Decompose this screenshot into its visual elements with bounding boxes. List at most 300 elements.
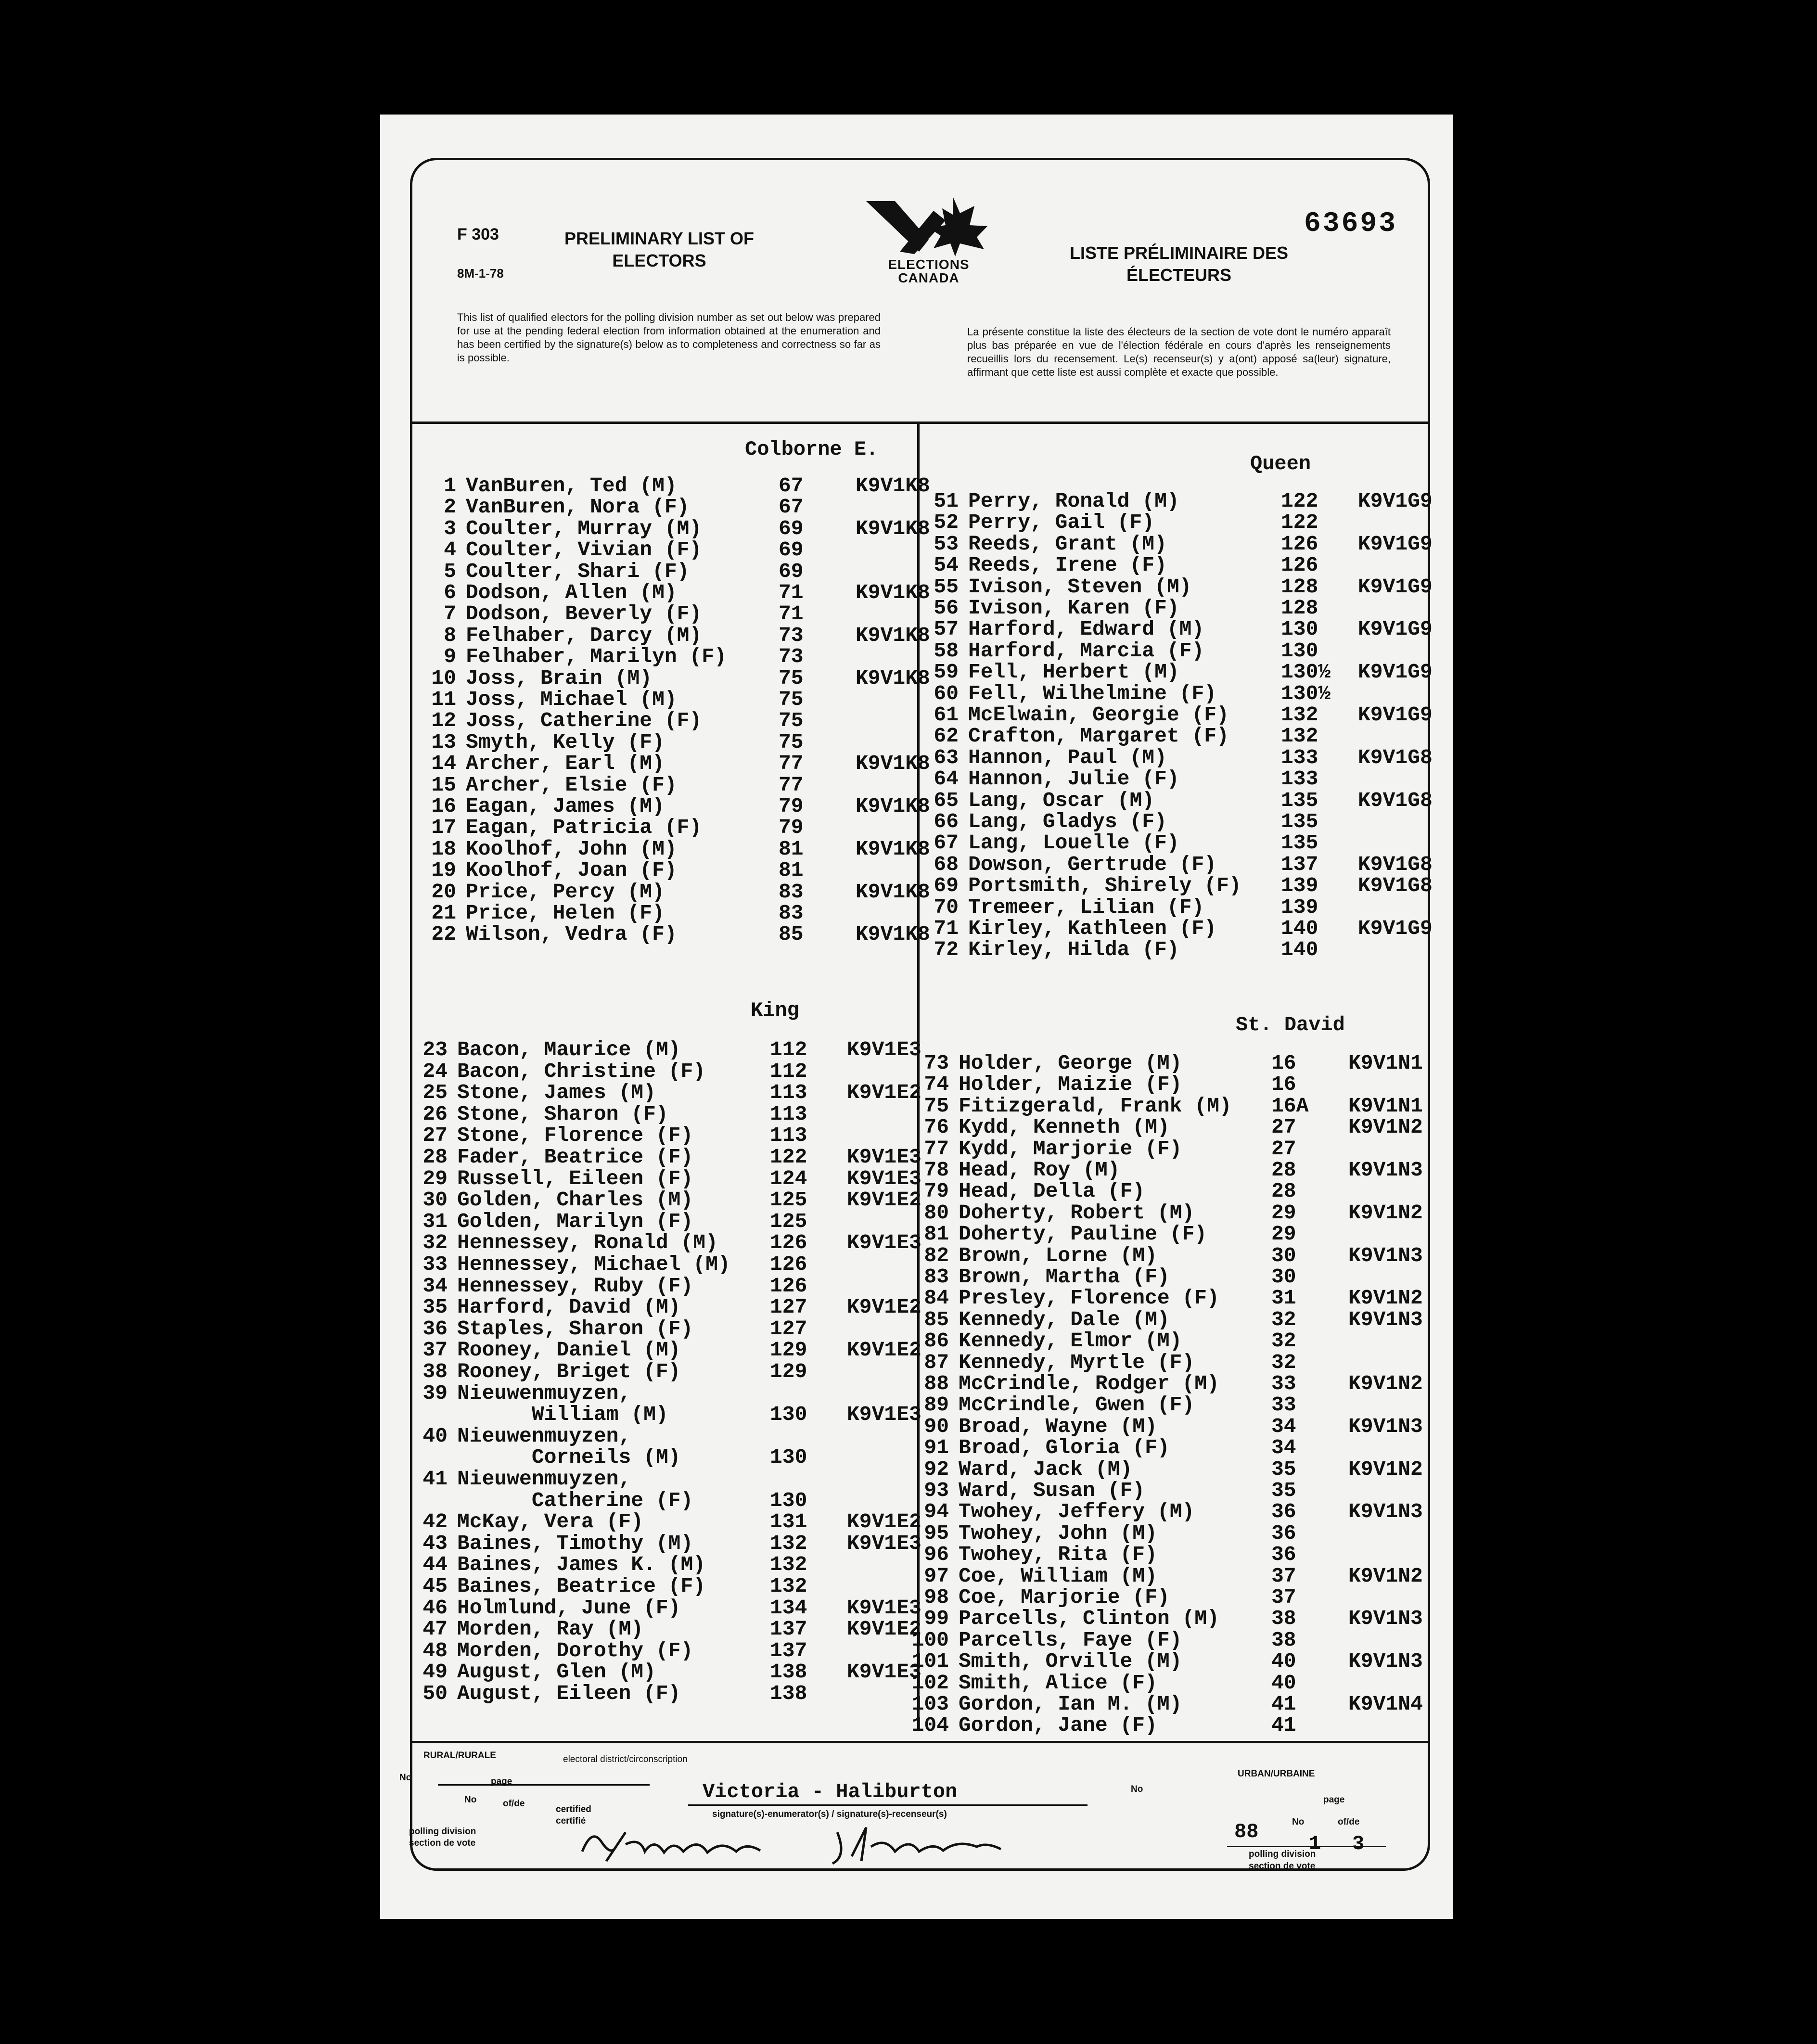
street-number: 131 bbox=[770, 1510, 807, 1534]
postal-code: K9V1E2 bbox=[847, 1188, 921, 1212]
elector-number: 52 bbox=[934, 511, 959, 535]
elector-name: Twohey, Jeffery (M) bbox=[959, 1500, 1195, 1524]
street-number: 32 bbox=[1271, 1350, 1296, 1374]
page-number: 1 bbox=[1309, 1832, 1321, 1855]
street-number: 75 bbox=[779, 666, 804, 690]
elector-number: 104 bbox=[911, 1713, 949, 1737]
street-number: 77 bbox=[779, 752, 804, 776]
elector-name: Baines, Timothy (M) bbox=[457, 1531, 693, 1555]
street-number: 79 bbox=[779, 794, 804, 818]
street-number: 36 bbox=[1271, 1500, 1296, 1524]
elector-name: Fitizgerald, Frank (M) bbox=[959, 1094, 1232, 1118]
elector-number: 53 bbox=[934, 532, 959, 556]
elector-name: Doherty, Robert (M) bbox=[959, 1201, 1195, 1225]
postal-code: K9V1N3 bbox=[1348, 1158, 1423, 1182]
elector-number: 1 bbox=[444, 474, 456, 498]
elector-name: Parcells, Faye (F) bbox=[959, 1628, 1182, 1652]
elector-number: 66 bbox=[934, 810, 959, 833]
elector-name: Corneils (M) bbox=[457, 1445, 681, 1469]
elector-name: Hennessey, Ronald (M) bbox=[457, 1231, 718, 1255]
elector-number: 6 bbox=[444, 581, 456, 604]
elector-name: Stone, Florence (F) bbox=[457, 1124, 693, 1148]
elector-name: William (M) bbox=[457, 1403, 668, 1427]
elector-name: Harford, David (M) bbox=[457, 1295, 681, 1319]
street-number: 33 bbox=[1271, 1393, 1296, 1417]
elector-number: 94 bbox=[924, 1500, 949, 1524]
elector-name: Golden, Charles (M) bbox=[457, 1188, 693, 1212]
street-number: 32 bbox=[1271, 1329, 1296, 1353]
street-number: 125 bbox=[770, 1188, 807, 1212]
street-number: 75 bbox=[779, 709, 804, 733]
postal-code: K9V1K8 bbox=[856, 516, 930, 540]
postal-code: K9V1K8 bbox=[856, 581, 930, 604]
postal-code: K9V1K8 bbox=[856, 837, 930, 861]
street-number: 130½ bbox=[1281, 660, 1331, 684]
postal-code: K9V1E3 bbox=[847, 1231, 921, 1255]
elector-name: Morden, Ray (M) bbox=[457, 1617, 644, 1641]
elector-number: 87 bbox=[924, 1350, 949, 1374]
street-number: 113 bbox=[770, 1081, 807, 1105]
section-king: King bbox=[751, 999, 799, 1022]
elector-name: Baines, Beatrice (F) bbox=[457, 1574, 706, 1598]
elector-name: Gordon, Jane (F) bbox=[959, 1713, 1157, 1737]
elector-number: 39 bbox=[422, 1381, 448, 1405]
elector-name: Holder, George (M) bbox=[959, 1051, 1182, 1075]
elector-name: Tremeer, Lilian (F) bbox=[968, 895, 1204, 919]
rural-polling-label: polling division bbox=[409, 1827, 476, 1837]
street-number: 34 bbox=[1271, 1436, 1296, 1460]
street-number: 33 bbox=[1271, 1372, 1296, 1395]
rural-section-label: section de vote bbox=[409, 1838, 476, 1848]
elector-number: 74 bbox=[924, 1073, 949, 1097]
elector-number: 56 bbox=[934, 596, 959, 620]
elector-name: Coulter, Shari (F) bbox=[466, 559, 690, 583]
postal-code: K9V1N2 bbox=[1348, 1372, 1423, 1395]
serial-number: 63693 bbox=[1304, 208, 1398, 240]
postal-code: K9V1N3 bbox=[1348, 1607, 1423, 1631]
street-number: 132 bbox=[770, 1574, 807, 1598]
elector-number: 92 bbox=[924, 1457, 949, 1481]
urban-polling-label: polling division bbox=[1249, 1849, 1316, 1859]
elector-name: Rooney, Briget (F) bbox=[457, 1360, 681, 1383]
street-number: 134 bbox=[770, 1596, 807, 1620]
street-number: 29 bbox=[1271, 1201, 1296, 1225]
elector-number: 19 bbox=[431, 858, 456, 882]
elector-number: 103 bbox=[911, 1692, 949, 1716]
elector-name: Koolhof, John (M) bbox=[466, 837, 677, 861]
elector-number: 22 bbox=[431, 922, 456, 946]
street-number: 35 bbox=[1271, 1457, 1296, 1481]
elector-number: 12 bbox=[431, 709, 456, 733]
postal-code: K9V1N2 bbox=[1348, 1457, 1423, 1481]
street-number: 139 bbox=[1281, 874, 1318, 898]
elector-name: Price, Percy (M) bbox=[466, 880, 665, 904]
postal-code: K9V1G9 bbox=[1358, 617, 1433, 641]
postal-code: K9V1N3 bbox=[1348, 1500, 1423, 1524]
elector-name: Coe, William (M) bbox=[959, 1564, 1157, 1588]
elector-number: 78 bbox=[924, 1158, 949, 1182]
elector-number: 2 bbox=[444, 495, 456, 519]
postal-code: K9V1G9 bbox=[1358, 489, 1433, 513]
elector-number: 41 bbox=[422, 1467, 448, 1491]
signature-enumerator-2 bbox=[823, 1818, 1006, 1871]
urban-of-label: of/de bbox=[1338, 1817, 1360, 1827]
elector-name: Smith, Orville (M) bbox=[959, 1649, 1182, 1674]
elector-number: 101 bbox=[911, 1649, 949, 1674]
street-number: 133 bbox=[1281, 767, 1318, 791]
elector-name: Archer, Earl (M) bbox=[466, 752, 665, 776]
elector-name: Hennessey, Michael (M) bbox=[457, 1252, 730, 1276]
elector-name: Price, Helen (F) bbox=[466, 901, 665, 925]
elector-name: Eagan, James (M) bbox=[466, 794, 665, 818]
elector-number: 24 bbox=[422, 1059, 448, 1083]
street-number: 127 bbox=[770, 1295, 807, 1319]
street-number: 41 bbox=[1271, 1713, 1296, 1737]
street-number: 29 bbox=[1271, 1222, 1296, 1246]
elector-number: 4 bbox=[444, 538, 456, 562]
street-number: 128 bbox=[1281, 575, 1318, 599]
elector-name: McElwain, Georgie (F) bbox=[968, 703, 1229, 727]
elector-name: Gordon, Ian M. (M) bbox=[959, 1692, 1182, 1716]
elector-number: 37 bbox=[422, 1338, 448, 1362]
electoral-district: Victoria - Haliburton bbox=[703, 1780, 958, 1803]
postal-code: K9V1G8 bbox=[1358, 745, 1433, 769]
elector-number: 40 bbox=[422, 1424, 448, 1448]
rural-no-field bbox=[438, 1784, 650, 1786]
elector-number: 17 bbox=[431, 816, 456, 840]
form-code: F 303 bbox=[457, 225, 499, 243]
street-number: 125 bbox=[770, 1209, 807, 1233]
elector-number: 34 bbox=[422, 1274, 448, 1298]
elector-number: 99 bbox=[924, 1607, 949, 1631]
street-number: 36 bbox=[1271, 1521, 1296, 1545]
street-number: 16 bbox=[1271, 1051, 1296, 1075]
form-date: 8M-1-78 bbox=[457, 266, 504, 281]
postal-code: K9V1E2 bbox=[847, 1510, 921, 1534]
elector-name: Lang, Gladys (F) bbox=[968, 810, 1167, 833]
postal-code: K9V1G8 bbox=[1358, 788, 1433, 812]
elector-name: Morden, Dorothy (F) bbox=[457, 1638, 693, 1662]
elector-name: VanBuren, Nora (F) bbox=[466, 495, 690, 519]
street-number: 28 bbox=[1271, 1179, 1296, 1203]
elector-number: 62 bbox=[934, 724, 959, 748]
elector-number: 88 bbox=[924, 1372, 949, 1395]
rural-page-label: page bbox=[491, 1776, 512, 1787]
elector-name: Head, Roy (M) bbox=[959, 1158, 1120, 1182]
elector-name: Lang, Louelle (F) bbox=[968, 831, 1179, 855]
street-number: 69 bbox=[779, 516, 804, 540]
elector-number: 21 bbox=[431, 901, 456, 925]
elector-name: Smyth, Kelly (F) bbox=[466, 730, 665, 754]
elector-name: Stone, James (M) bbox=[457, 1081, 656, 1105]
elector-name: Kennedy, Myrtle (F) bbox=[959, 1350, 1195, 1374]
elector-name: Fell, Wilhelmine (F) bbox=[968, 681, 1217, 705]
elector-name: Fader, Beatrice (F) bbox=[457, 1145, 693, 1169]
elector-name: Holder, Maizie (F) bbox=[959, 1073, 1182, 1097]
elector-name: Ivison, Steven (M) bbox=[968, 575, 1192, 599]
elector-name: Kennedy, Dale (M) bbox=[959, 1307, 1170, 1331]
street-number: 40 bbox=[1271, 1671, 1296, 1695]
street-number: 16A bbox=[1271, 1094, 1309, 1118]
elector-number: 77 bbox=[924, 1137, 949, 1161]
elector-number: 35 bbox=[422, 1295, 448, 1319]
elector-name: Catherine (F) bbox=[457, 1488, 693, 1512]
street-number: 40 bbox=[1271, 1649, 1296, 1674]
elector-name: Rooney, Daniel (M) bbox=[457, 1338, 681, 1362]
elector-number: 23 bbox=[422, 1038, 448, 1061]
street-number: 34 bbox=[1271, 1414, 1296, 1438]
street-number: 16 bbox=[1271, 1073, 1296, 1097]
elector-number: 36 bbox=[422, 1316, 448, 1341]
elector-name: Eagan, Patricia (F) bbox=[466, 816, 702, 840]
street-number: 37 bbox=[1271, 1564, 1296, 1588]
elector-name: Presley, Florence (F) bbox=[959, 1286, 1219, 1310]
elector-number: 31 bbox=[422, 1209, 448, 1233]
elector-number: 59 bbox=[934, 660, 959, 684]
elector-number: 16 bbox=[431, 794, 456, 818]
polling-division-number: 88 bbox=[1234, 1820, 1259, 1843]
postal-code: K9V1E3 bbox=[847, 1403, 921, 1427]
street-number: 132 bbox=[770, 1531, 807, 1555]
elector-name: Ivison, Karen (F) bbox=[968, 596, 1179, 620]
elector-name: Dodson, Beverly (F) bbox=[466, 602, 702, 626]
elector-name: Fell, Herbert (M) bbox=[968, 660, 1179, 684]
district-label: electoral district/circonscription bbox=[563, 1754, 688, 1764]
street-number: 140 bbox=[1281, 917, 1318, 940]
elector-number: 70 bbox=[934, 895, 959, 919]
elector-name: Hennessey, Ruby (F) bbox=[457, 1274, 693, 1298]
street-number: 27 bbox=[1271, 1137, 1296, 1161]
street-number: 27 bbox=[1271, 1115, 1296, 1139]
postal-code: K9V1E2 bbox=[847, 1617, 921, 1641]
street-number: 133 bbox=[1281, 745, 1318, 769]
street-number: 75 bbox=[779, 688, 804, 711]
street-number: 75 bbox=[779, 730, 804, 754]
urban-no-label: No bbox=[1131, 1784, 1143, 1794]
street-number: 69 bbox=[779, 559, 804, 583]
elector-number: 81 bbox=[924, 1222, 949, 1246]
postal-code: K9V1K8 bbox=[856, 794, 930, 818]
elector-number: 69 bbox=[934, 874, 959, 898]
postal-code: K9V1K8 bbox=[856, 752, 930, 776]
street-number: 30 bbox=[1271, 1265, 1296, 1289]
elector-name: Brown, Lorne (M) bbox=[959, 1243, 1157, 1267]
elector-name: Head, Della (F) bbox=[959, 1179, 1145, 1203]
elector-name: Nieuwenmuyzen, bbox=[457, 1467, 631, 1491]
elector-number: 71 bbox=[934, 917, 959, 940]
street-number: 138 bbox=[770, 1682, 807, 1705]
postal-code: K9V1G9 bbox=[1358, 532, 1433, 556]
postal-code: K9V1E3 bbox=[847, 1145, 921, 1169]
elector-number: 44 bbox=[422, 1553, 448, 1577]
elector-name: Smith, Alice (F) bbox=[959, 1671, 1157, 1695]
postal-code: K9V1N1 bbox=[1348, 1051, 1423, 1075]
street-number: 135 bbox=[1281, 788, 1318, 812]
street-number: 132 bbox=[770, 1553, 807, 1577]
elector-name: Wilson, Vedra (F) bbox=[466, 922, 677, 946]
elector-name: Parcells, Clinton (M) bbox=[959, 1607, 1219, 1631]
urban-field-underline bbox=[1227, 1846, 1386, 1847]
elector-name: Ward, Susan (F) bbox=[959, 1479, 1145, 1502]
postal-code: K9V1N2 bbox=[1348, 1201, 1423, 1225]
street-number: 112 bbox=[770, 1059, 807, 1083]
elector-name: Coulter, Vivian (F) bbox=[466, 538, 702, 562]
elector-name: Perry, Ronald (M) bbox=[968, 489, 1179, 513]
street-number: 126 bbox=[770, 1231, 807, 1255]
elector-number: 97 bbox=[924, 1564, 949, 1588]
street-number: 127 bbox=[770, 1316, 807, 1341]
street-number: 126 bbox=[1281, 553, 1318, 577]
postal-code: K9V1K8 bbox=[856, 474, 930, 498]
street-number: 137 bbox=[770, 1638, 807, 1662]
elector-number: 55 bbox=[934, 575, 959, 599]
elector-name: McCrindle, Gwen (F) bbox=[959, 1393, 1195, 1417]
elector-number: 57 bbox=[934, 617, 959, 641]
postal-code: K9V1E2 bbox=[847, 1338, 921, 1362]
elector-name: Harford, Marcia (F) bbox=[968, 639, 1204, 663]
section-st-david: St. David bbox=[1236, 1013, 1345, 1036]
street-number: 130 bbox=[1281, 617, 1318, 641]
elector-name: Kennedy, Elmor (M) bbox=[959, 1329, 1182, 1353]
street-number: 132 bbox=[1281, 724, 1318, 748]
elector-name: Kydd, Kenneth (M) bbox=[959, 1115, 1170, 1139]
rural-label: RURAL/RURALE bbox=[423, 1750, 496, 1761]
elector-number: 42 bbox=[422, 1510, 448, 1534]
elector-name: Twohey, John (M) bbox=[959, 1521, 1157, 1545]
elector-number: 68 bbox=[934, 852, 959, 876]
postal-code: K9V1E3 bbox=[847, 1166, 921, 1190]
elector-number: 26 bbox=[422, 1102, 448, 1126]
elector-name: Baines, James K. (M) bbox=[457, 1553, 706, 1577]
urban-page-no-label: No bbox=[1292, 1817, 1305, 1827]
elector-number: 80 bbox=[924, 1201, 949, 1225]
document-sheet bbox=[380, 115, 1453, 1919]
elector-name: Hannon, Paul (M) bbox=[968, 745, 1167, 769]
postal-code: K9V1N2 bbox=[1348, 1286, 1423, 1310]
street-number: 135 bbox=[1281, 810, 1318, 833]
postal-code: K9V1E3 bbox=[847, 1596, 921, 1620]
street-number: 138 bbox=[770, 1660, 807, 1684]
street-number: 28 bbox=[1271, 1158, 1296, 1182]
street-number: 130 bbox=[770, 1445, 807, 1469]
rural-of-label: of/de bbox=[503, 1799, 525, 1809]
street-number: 32 bbox=[1271, 1307, 1296, 1331]
elector-number: 28 bbox=[422, 1145, 448, 1169]
street-number: 126 bbox=[1281, 532, 1318, 556]
urban-page-label: page bbox=[1323, 1795, 1345, 1805]
elector-number: 11 bbox=[431, 688, 456, 711]
street-number: 129 bbox=[770, 1338, 807, 1362]
elector-number: 102 bbox=[911, 1671, 949, 1695]
street-number: 132 bbox=[1281, 703, 1318, 727]
elector-number: 5 bbox=[444, 559, 456, 583]
section-queen: Queen bbox=[1250, 452, 1311, 475]
elector-name: Koolhof, Joan (F) bbox=[466, 858, 677, 882]
elector-number: 29 bbox=[422, 1166, 448, 1190]
street-number: 128 bbox=[1281, 596, 1318, 620]
elector-number: 54 bbox=[934, 553, 959, 577]
elector-number: 58 bbox=[934, 639, 959, 663]
elector-number: 89 bbox=[924, 1393, 949, 1417]
postal-code: K9V1E3 bbox=[847, 1038, 921, 1061]
elector-name: Kirley, Kathleen (F) bbox=[968, 917, 1217, 940]
elector-number: 18 bbox=[431, 837, 456, 861]
elector-name: Russell, Eileen (F) bbox=[457, 1166, 693, 1190]
postal-code: K9V1G9 bbox=[1358, 917, 1433, 940]
street-number: 71 bbox=[779, 581, 804, 604]
street-number: 122 bbox=[770, 1145, 807, 1169]
elector-number: 91 bbox=[924, 1436, 949, 1460]
elector-name: McCrindle, Rodger (M) bbox=[959, 1372, 1219, 1395]
street-number: 112 bbox=[770, 1038, 807, 1061]
postal-code: K9V1N3 bbox=[1348, 1649, 1423, 1674]
elector-number: 25 bbox=[422, 1081, 448, 1105]
title-english: PRELIMINARY LIST OF ELECTORS bbox=[564, 229, 754, 270]
elector-name: Broad, Wayne (M) bbox=[959, 1414, 1157, 1438]
elector-name: Hannon, Julie (F) bbox=[968, 767, 1179, 791]
urban-section-label: section de vote bbox=[1249, 1861, 1316, 1871]
elector-name: Joss, Michael (M) bbox=[466, 688, 677, 711]
elector-number: 46 bbox=[422, 1596, 448, 1620]
street-number: 37 bbox=[1271, 1585, 1296, 1609]
street-number: 35 bbox=[1271, 1479, 1296, 1502]
elector-number: 43 bbox=[422, 1531, 448, 1555]
street-number: 67 bbox=[779, 495, 804, 519]
elector-name: Bacon, Christine (F) bbox=[457, 1059, 706, 1083]
street-number: 129 bbox=[770, 1360, 807, 1383]
elector-number: 82 bbox=[924, 1243, 949, 1267]
elector-number: 14 bbox=[431, 752, 456, 776]
elector-number: 45 bbox=[422, 1574, 448, 1598]
postal-code: K9V1E2 bbox=[847, 1295, 921, 1319]
elector-number: 93 bbox=[924, 1479, 949, 1502]
street-number: 122 bbox=[1281, 511, 1318, 535]
elector-number: 50 bbox=[422, 1682, 448, 1705]
elector-name: August, Glen (M) bbox=[457, 1660, 656, 1684]
elector-name: Portsmith, Shirely (F) bbox=[968, 874, 1241, 898]
street-number: 83 bbox=[779, 901, 804, 925]
elector-name: Harford, Edward (M) bbox=[968, 617, 1204, 641]
elector-name: Coulter, Murray (M) bbox=[466, 516, 702, 540]
street-number: 113 bbox=[770, 1102, 807, 1126]
elector-number: 67 bbox=[934, 831, 959, 855]
rural-no-label: No bbox=[399, 1773, 412, 1783]
postal-code: K9V1N2 bbox=[1348, 1115, 1423, 1139]
street-number: 69 bbox=[779, 538, 804, 562]
signature-enumerator-1 bbox=[573, 1818, 775, 1871]
street-number: 38 bbox=[1271, 1607, 1296, 1631]
street-number: 139 bbox=[1281, 895, 1318, 919]
street-number: 130 bbox=[770, 1488, 807, 1512]
street-number: 126 bbox=[770, 1274, 807, 1298]
elector-name: Kirley, Hilda (F) bbox=[968, 938, 1179, 962]
elector-name: Archer, Elsie (F) bbox=[466, 773, 677, 797]
street-number: 83 bbox=[779, 880, 804, 904]
section-colborne: Colborne E. bbox=[745, 438, 879, 461]
street-number: 71 bbox=[779, 602, 804, 626]
elector-name: Nieuwenmuyzen, bbox=[457, 1424, 631, 1448]
elector-name: Felhaber, Marilyn (F) bbox=[466, 645, 727, 669]
elector-number: 15 bbox=[431, 773, 456, 797]
elector-name: Crafton, Margaret (F) bbox=[968, 724, 1229, 748]
elector-name: Holmlund, June (F) bbox=[457, 1596, 681, 1620]
street-number: 36 bbox=[1271, 1543, 1296, 1567]
postal-code: K9V1N4 bbox=[1348, 1692, 1423, 1716]
elector-number: 60 bbox=[934, 681, 959, 705]
postal-code: K9V1G9 bbox=[1358, 703, 1433, 727]
elector-number: 76 bbox=[924, 1115, 949, 1139]
elector-name: McKay, Vera (F) bbox=[457, 1510, 644, 1534]
